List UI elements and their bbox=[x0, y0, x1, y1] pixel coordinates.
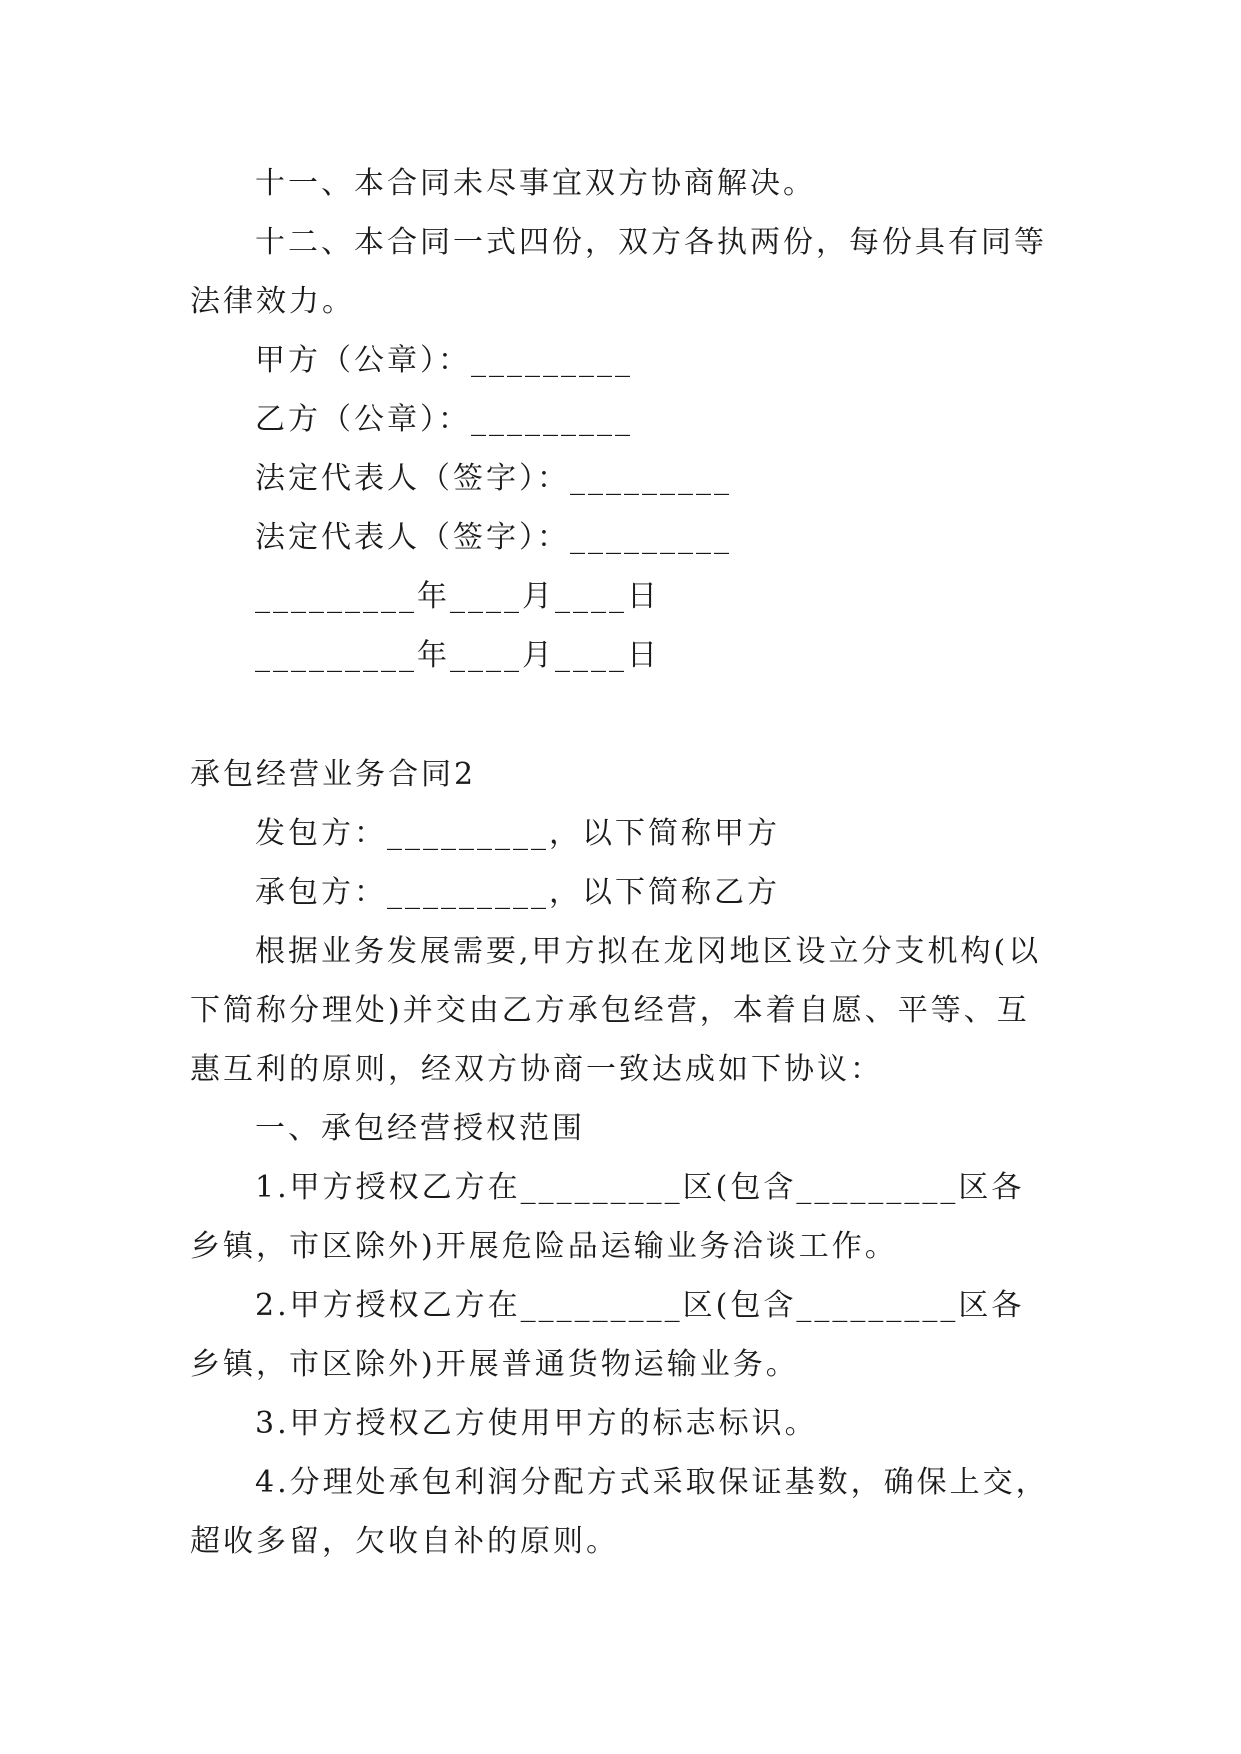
date-line-a: _________年____月____日 bbox=[255, 579, 660, 614]
document-body bbox=[190, 154, 1055, 1571]
legal-rep-b-signature-line: 法定代表人（签字）：_________ bbox=[255, 520, 732, 555]
preamble-paragraph: 根据业务发展需要,甲方拟在龙冈地区设立分支机构(以下简称分理处)并交由乙方承包经营，本着自愿、平等、互惠互利的原则，经双方协商一致达成如下协议： bbox=[190, 934, 1042, 1087]
clause-item-1: 1.甲方授权乙方在_________区(包含_________区各乡镇，市区除外)开展危险品运输业务洽谈工作。 bbox=[190, 1170, 1025, 1264]
party-b-seal-line: 乙方（公章）：_________ bbox=[255, 402, 633, 437]
clause-12: 十二、本合同一式四份，双方各执两份，每份具有同等法律效力。 bbox=[190, 225, 1047, 319]
contract-title: 承包经营业务合同2 bbox=[190, 757, 477, 792]
party-a-seal-line: 甲方（公章）：_________ bbox=[255, 343, 633, 378]
legal-rep-a-signature-line: 法定代表人（签字）：_________ bbox=[255, 461, 732, 496]
contracting-party-line: 发包方：_________，以下简称甲方 bbox=[255, 816, 780, 851]
clause-item-4: 4.分理处承包利润分配方式采取保证基数，确保上交，超收多留，欠收自补的原则。 bbox=[190, 1465, 1049, 1559]
clause-item-2: 2.甲方授权乙方在_________区(包含_________区各乡镇，市区除外)开展普通货物运输业务。 bbox=[190, 1288, 1025, 1382]
section-gap bbox=[190, 685, 1055, 745]
section-heading-1: 一、承包经营授权范围 bbox=[255, 1111, 585, 1146]
clause-item-3: 3.甲方授权乙方使用甲方的标志标识。 bbox=[255, 1406, 818, 1441]
contractor-party-line: 承包方：_________，以下简称乙方 bbox=[255, 875, 780, 910]
clause-11: 十一、本合同未尽事宜双方协商解决。 bbox=[255, 166, 816, 201]
date-line-b: _________年____月____日 bbox=[255, 638, 660, 673]
